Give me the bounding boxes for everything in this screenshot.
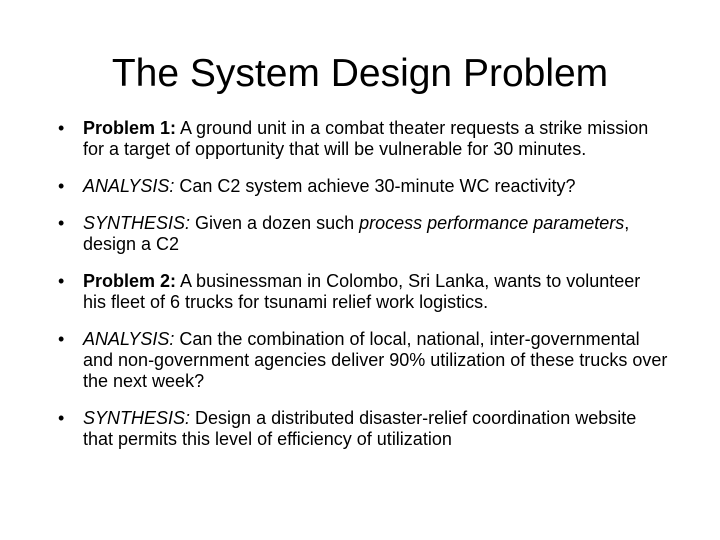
bullet-lead: ANALYSIS: [83, 329, 175, 349]
bullet-text: Can C2 system achieve 30-minute WC reactivity? [174, 176, 576, 196]
bullet-text: Design a distributed disaster-relief coordination website that permits this level of efficiency of utilization [83, 408, 637, 449]
bullet-text: A ground unit in a combat theater requests a strike mission for a target of opportunity that will be vulnerable for 30 minutes. [83, 118, 649, 159]
bullet-lead: SYNTHESIS: [83, 408, 191, 428]
bullet-text: Given a dozen such [190, 213, 360, 233]
bullet-marker: • [58, 176, 65, 196]
bullet-marker: • [58, 118, 65, 138]
slide-title: The System Design Problem [111, 52, 609, 95]
bullet-lead: ANALYSIS: [83, 176, 175, 196]
bullet-emphasis: process performance parameters [359, 213, 625, 233]
bullet-marker: • [58, 213, 65, 233]
bullet-marker: • [58, 329, 65, 349]
bullet-synthesis-2 [58, 408, 668, 450]
bullet-marker: • [58, 271, 65, 291]
bullet-lead: Problem 1: [83, 118, 177, 138]
bullet-problem-2 [58, 271, 668, 313]
bullet-list [58, 118, 668, 466]
bullet-analysis-1 [58, 176, 668, 197]
bullet-marker: • [58, 408, 65, 428]
bullet-synthesis-1 [58, 213, 668, 255]
bullet-analysis-2 [58, 329, 668, 392]
bullet-lead: SYNTHESIS: [83, 213, 191, 233]
bullet-text: Can the combination of local, national, inter-governmental and non-government agencies deliver 90% utilization of these trucks over the next week? [83, 329, 668, 391]
bullet-text: , design a C2 [83, 213, 630, 254]
bullet-lead: Problem 2: [83, 271, 177, 291]
bullet-problem-1 [58, 118, 668, 160]
bullet-text: A businessman in Colombo, Sri Lanka, wants to volunteer his fleet of 6 trucks for tsunami relief work logistics. [83, 271, 641, 312]
